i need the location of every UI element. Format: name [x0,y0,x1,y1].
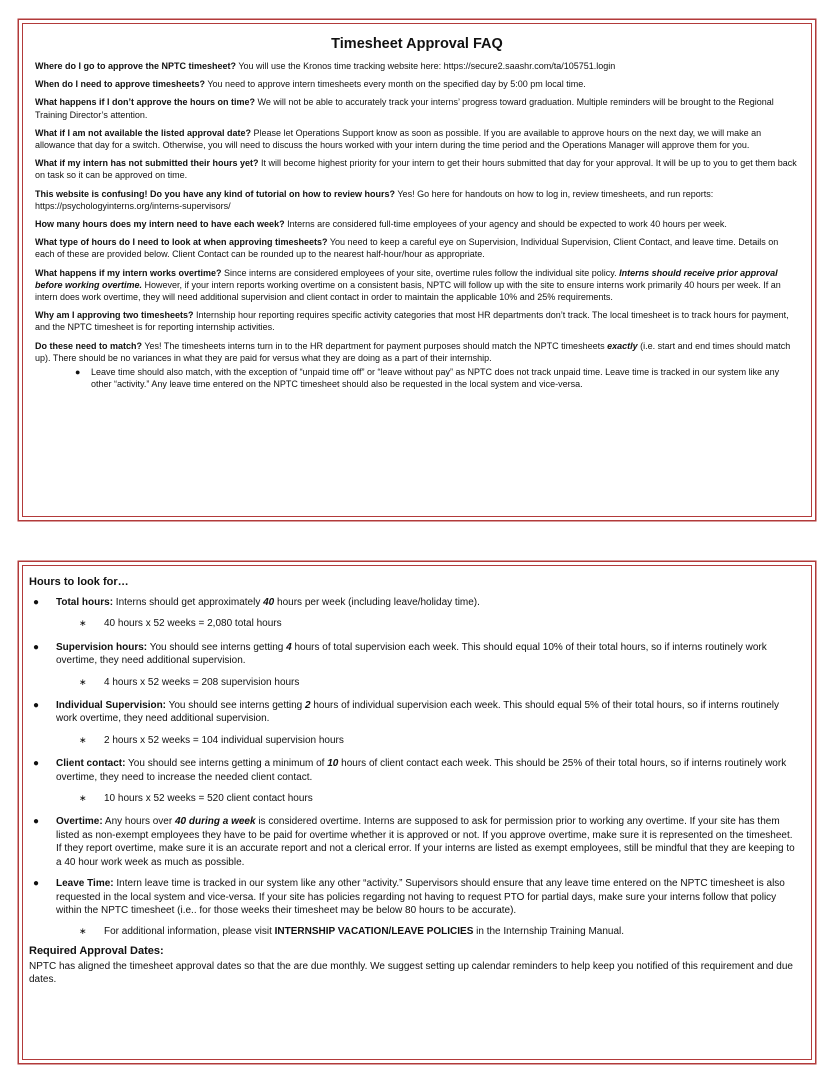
item-text [56,596,805,609]
faq-item-overtime [35,267,799,304]
faq-question: Do these need to match? [35,340,143,351]
faq-item [35,236,799,260]
sub-text: 4 hours x 52 weeks = 208 supervision hours [104,676,300,688]
faq-question: This website is confusing! Do you have any kind of tutorial on how to review hours? [35,188,396,199]
faq-panel [22,23,812,517]
faq-item [35,78,799,90]
faq-item [35,218,799,230]
faq-emphasis: Interns should receive prior approval before working overtime. [35,267,778,290]
faq-question: What if my intern has not submitted their hours yet? [35,158,259,169]
item-emphasis: 4 [286,641,292,653]
bullet-icon: ● [33,816,40,828]
bullet-icon: ● [33,700,40,712]
faq-question: Why am I approving two timesheets? [35,310,194,321]
faq-answer: However, if your intern reports working overtime on a consistent basis, NPTC will follow up with the site to ensure interns work primarily 40 hours per week. If an intern does work overtime, they will need additional supervision and client contact in order to maintain the applicable 10% and 25% requirements. [35,279,781,303]
faq-emphasis: exactly [607,340,638,351]
item-text [56,877,805,917]
faq-answer: It will become highest priority for your intern to get their hours submitted that day for your approval. It will be up to you to get them back on task so it can be approved on time. [35,158,797,181]
faq-answer: Please let Operations Support know as soon as possible. If you are available to approve hours on the next day, we will make an allowance that day for a switch. Otherwise, you will need to discuss the hours worked with your intern during the time period and the Operations Manager will approve them for you. [35,127,762,151]
faq-question: When do I need to approve timesheets? [35,79,206,90]
asterisk-icon: ∗ [79,793,87,804]
hours-panel [22,565,812,1060]
hours-item-individual [29,699,805,726]
hours-heading: Hours to look for… [29,576,129,588]
sub-text [104,925,624,938]
sub-text-part: in the Internship Training Manual. [473,926,625,938]
item-body: hours of total supervision each week. This should equal 10% of their total hours, so if interns routinely work overtime, they need additional supervision. [56,641,767,667]
faq-answer: Internship hour reporting requires specific activity categories that most HR departments don’t track. The local timesheet is to track hours for payment, and the NPTC timesheet is for reporting internship activities. [35,310,789,333]
item-body: You should see interns getting [166,700,306,712]
hours-item-client [29,757,805,784]
faq-title: Timesheet Approval FAQ [331,36,503,52]
faq-answer: Yes! Go here for handouts on how to log in, review timesheets, and run reports: https://psychologyinterns.org/interns-supervisors/ [35,188,714,211]
item-emphasis: 2 [305,700,311,712]
item-label: Supervision hours: [56,641,148,653]
bullet-icon: ● [75,367,81,378]
faq-answer: (i.e. start and end times should match up). There should be no variances in what they are paid for versus what they are doing as a part of their internship. [35,340,791,363]
item-body: Any hours over [102,816,175,828]
sub-text: 10 hours x 52 weeks = 520 client contact hours [104,793,313,805]
item-emphasis: 40 [263,597,275,608]
asterisk-icon: ∗ [79,926,87,937]
item-text [56,641,805,668]
item-body: You should see interns getting a minimum of [125,758,328,770]
bullet-icon: ● [33,758,40,770]
sub-text-part: For additional information, please visit [104,926,275,938]
item-body: hours of client contact each week. This should be 25% of their total hours, so if interns routinely work overtime, they need to increase the needed client contact. [56,758,787,783]
faq-answer: We will not be able to accurately track your interns’ progress toward graduation. Multiple reminders will be brought to the Regional Training Director’s attention. [35,97,774,120]
faq-question: How many hours does my intern need to have each week? [35,219,285,230]
hours-sub-client [29,792,805,805]
hours-item-total [29,596,805,609]
sub-text: 2 hours x 52 weeks = 104 individual supervision hours [104,734,344,746]
asterisk-icon: ∗ [79,618,87,629]
sub-text: 40 hours x 52 weeks = 2,080 total hours [104,618,282,630]
item-text [56,699,805,726]
item-emphasis: 10 [327,758,339,770]
faq-question: What happens if my intern works overtime? [35,267,222,278]
hours-sub-supervision [29,676,805,689]
faq-item [35,60,799,72]
faq-answer: Since interns are considered employees of your site, overtime rules follow the individual site policy. [221,267,620,278]
item-label: Total hours: [56,597,114,608]
faq-answer: You will use the Kronos time tracking website here: https://secure2.saashr.com/ta/105751.login [236,61,616,71]
faq-item [35,157,799,181]
item-label: Individual Supervision: [56,700,167,712]
faq-question: Where do I go to approve the NPTC timesheet? [35,61,237,71]
item-label: Client contact: [56,758,126,770]
item-body: is considered overtime. Interns are supposed to ask for permission prior to working any overtime. If your site has them listed as non-exempt employees they have to be paid for overtime whether it is approved or not. If you approve overtime, make sure it is represented on the timesheet. If they report overtime, make sure it is an accurate report and not a clerical error. If your interns are listed as exempt employees, still be mindful that they are keeping to a 40 hour work week as much as possible. [56,816,795,868]
item-body: hours of individual supervision each week. This should equal 5% of their total hours, so if interns routinely work overtime, they need additional supervision. [56,700,779,725]
item-label: Leave Time: [56,878,114,890]
bullet-icon: ● [33,597,40,608]
faq-answer: You need to approve intern timesheets every month on the specified day by 5:00 pm local time. [205,79,586,90]
faq-item-match [35,340,799,364]
asterisk-icon: ∗ [79,734,87,745]
item-body: Interns should get approximately [113,597,264,608]
item-text [56,757,805,784]
hours-sub-individual [29,734,805,747]
hours-sub-leave [29,925,805,938]
faq-item [35,127,799,151]
asterisk-icon: ∗ [79,676,87,687]
faq-item [35,96,799,120]
bullet-icon: ● [33,641,40,653]
hours-sub-total [29,617,805,630]
item-body: hours per week (including leave/holiday time). [274,597,480,608]
item-text [56,815,805,869]
faq-leave-bullet [35,366,799,390]
faq-answer: Interns are considered full-time employees of your agency and should be expected to work 40 hours per week. [284,219,727,230]
hours-item-supervision [29,641,805,668]
bullet-text: Leave time should also match, with the exception of “unpaid time off” or “leave without pay” as NPTC does not track unpaid time. Leave time is tracked in our system like any other “activity.” Any leave time entered on the NPTC timesheet should also be requested in the local system and vice-versa. [91,367,780,390]
faq-question: What happens if I don’t approve the hours on time? [35,97,256,108]
bullet-icon: ● [33,878,40,890]
required-dates-heading: Required Approval Dates: [29,944,164,957]
item-body: Intern leave time is tracked in our system like any other “activity.” Supervisors should ensure that any leave time entered on the NPTC timesheet is also requested in the local system and vice-versa. If your site has policies regarding not having to request PTO for partial days, make sure your interns follow that policy within the NPTC timesheet (i.e.. for those weeks their timesheet may be below 80 hours to be accurate). [56,878,785,916]
item-label: Overtime: [56,816,103,828]
hours-item-leave [29,877,805,917]
faq-answer: You need to keep a careful eye on Supervision, Individual Supervision, Client Contact, and leave time. Details on each of these are provided below. Client Contact can be rounded up to the nearest half-hour/hour as appropriate. [35,237,779,260]
hours-item-overtime [29,815,805,869]
item-body: You should see interns getting [147,641,287,653]
item-emphasis: 40 during a week [174,816,256,828]
faq-item-two-timesheets [35,309,799,333]
required-dates-text: NPTC has aligned the timesheet approval dates so that the are due monthly. We suggest setting up calendar reminders to help keep you notified of this requirement and due dates. [29,960,793,986]
faq-answer: Yes! The timesheets interns turn in to the HR department for payment purposes should match the NPTC timesheets [142,340,608,351]
faq-question: What if I am not available the listed approval date? [35,127,252,138]
faq-question: What type of hours do I need to look at when approving timesheets? [35,237,328,248]
faq-item [35,188,799,212]
policy-reference: INTERNSHIP VACATION/LEAVE POLICIES [274,926,474,938]
